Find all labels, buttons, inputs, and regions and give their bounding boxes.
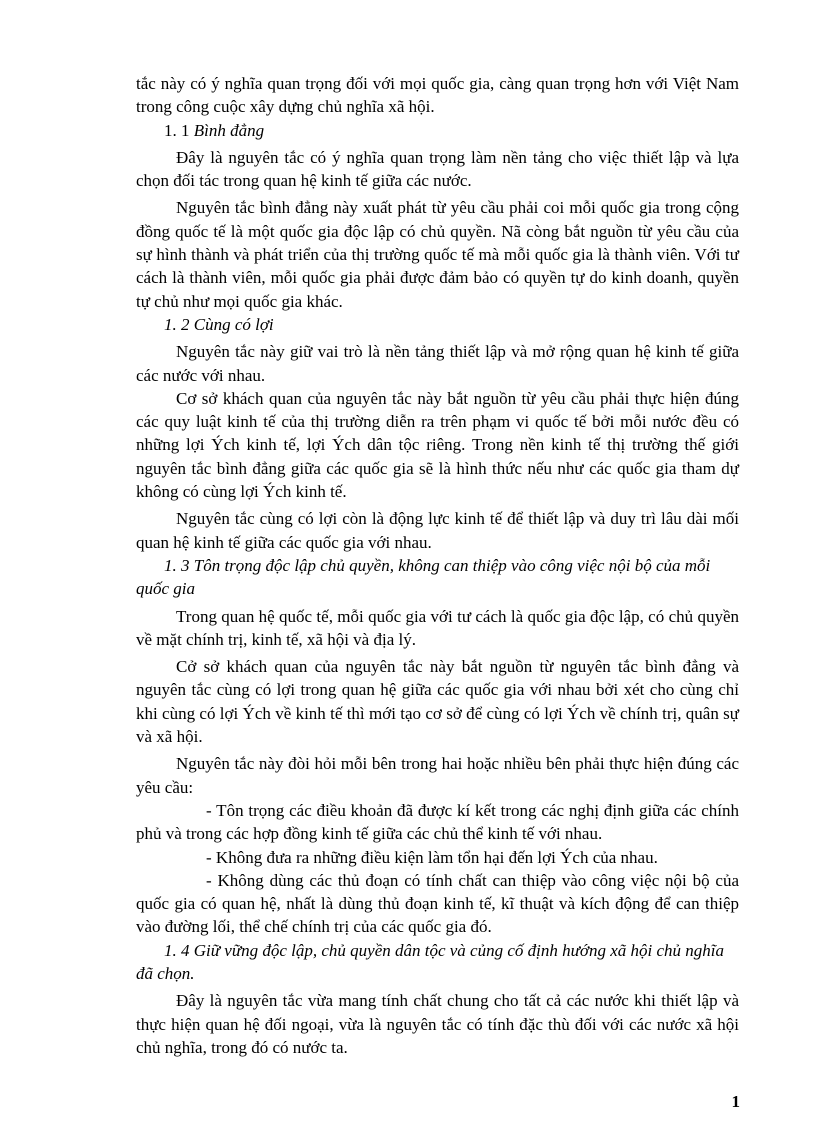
paragraph-intro-continuation: tắc này có ý nghĩa quan trọng đối với mọi quốc gia, càng quan trọng hơn với Việt Nam trong công cuộc xây dựng chủ nghĩa xã hội. bbox=[136, 74, 739, 117]
section-heading-1-4: 1. 4 Giữ vững độc lập, chủ quyền dân tộc và củng cố định hướng xã hội chủ nghĩa đã chọn. bbox=[136, 940, 725, 983]
section-heading-number: 1. 1 bbox=[164, 120, 190, 140]
list-item-no-interference: - Không dùng các thủ đoạn có tính chất can thiệp vào công việc nội bộ của quốc gia có quan hệ, nhất là dùng thủ đoạn kinh tế, kĩ thuật và kích động để can thiệp vào đường lối, thể chế chính trị của các quốc gia đó. bbox=[136, 870, 739, 937]
document-body bbox=[136, 72, 739, 1059]
paragraph-mutual-benefit-motive: Nguyên tắc cùng có lợi còn là động lực kinh tế để thiết lập và duy trì lâu dài mối quan hệ kinh tế giữa các quốc gia với nhau. bbox=[136, 509, 739, 552]
paragraph-sovereignty-definition: Trong quan hệ quốc tế, mỗi quốc gia với tư cách là quốc gia độc lập, có chủ quyền về mặt chính trị, kinh tế, xã hội và địa lý. bbox=[136, 606, 739, 649]
paragraph-equality-origin: Nguyên tắc bình đẳng này xuất phát từ yêu cầu phải coi mỗi quốc gia trong cộng đồng quốc tế là một quốc gia độc lập có chủ quyền. Nã còng bắt nguồn từ yêu cầu của sự hình thành và phát triển của thị trường quốc tế mà mỗi quốc gia là thành viên. Với tư cách là thành viên, mỗi quốc gia phải được đảm bảo có quyền tự do kinh doanh, quyền tự chủ như mọi quốc gia khác. bbox=[136, 198, 739, 311]
paragraph-sovereignty-basis: Cở sở khách quan của nguyên tắc này bắt nguồn từ nguyên tắc bình đẳng và nguyên tắc cùng có lợi trong quan hệ giữa các quốc gia với nhau bởi xét cho cùng chỉ khi cùng có lợi Ých về kinh tế thì mới tạo cơ sở để cùng có lợi Ých về chính trị, quân sự và xã hội. bbox=[136, 657, 739, 747]
section-heading-1-1 bbox=[136, 119, 739, 142]
page-number: 1 bbox=[731, 1092, 740, 1111]
paragraph-independence-principle: Đây là nguyên tắc vừa mang tính chất chung cho tất cả các nước khi thiết lập và thực hiện quan hệ đối ngoại, vừa là nguyên tắc có tính đặc thù đối với các nước xã hội chủ nghĩa, trong đó có nước ta. bbox=[136, 991, 739, 1057]
section-heading-title: Bình đẳng bbox=[193, 120, 265, 140]
section-heading-1-3: 1. 3 Tôn trọng độc lập chủ quyền, không can thiệp vào công việc nội bộ của mỗi quốc gia bbox=[136, 555, 711, 599]
paragraph-mutual-benefit-role: Nguyên tắc này giữ vai trò là nền tảng thiết lập và mở rộng quan hệ kinh tế giữa các nước với nhau. bbox=[136, 342, 739, 385]
paragraph-sovereignty-requirements: Nguyên tắc này đòi hỏi mỗi bên trong hai hoặc nhiều bên phải thực hiện đúng các yêu cầu: bbox=[136, 754, 739, 797]
paragraph-mutual-benefit-basis: Cơ sở khách quan của nguyên tắc này bắt nguồn từ yêu cầu phải thực hiện đúng các quy luật kinh tế của thị trường diễn ra trên phạm vi quốc tế bởi mỗi nước đều có những lợi Ých kinh tế, lợi Ých dân tộc riêng. Trong nền kinh tế thị trường thế giới nguyên tắc bình đẳng giữa các quốc gia sẽ là hình thức nếu như các quốc gia tham dự không có cùng lợi Ých kinh tế. bbox=[136, 388, 739, 502]
list-item-respect-terms: - Tôn trọng các điều khoản đã được kí kết trong các nghị định giữa các chính phủ và trong các hợp đồng kinh tế giữa các chủ thể kinh tế với nhau. bbox=[136, 800, 739, 844]
section-heading-1-2: 1. 2 Cùng có lợi bbox=[164, 314, 274, 334]
list-item-no-harm: - Không đưa ra những điều kiện làm tổn hại đến lợi Ých của nhau. bbox=[206, 847, 658, 867]
paragraph-equality-foundation: Đây là nguyên tắc có ý nghĩa quan trọng làm nền tảng cho việc thiết lập và lựa chọn đối tác trong quan hệ kinh tế giữa các nước. bbox=[136, 147, 739, 191]
